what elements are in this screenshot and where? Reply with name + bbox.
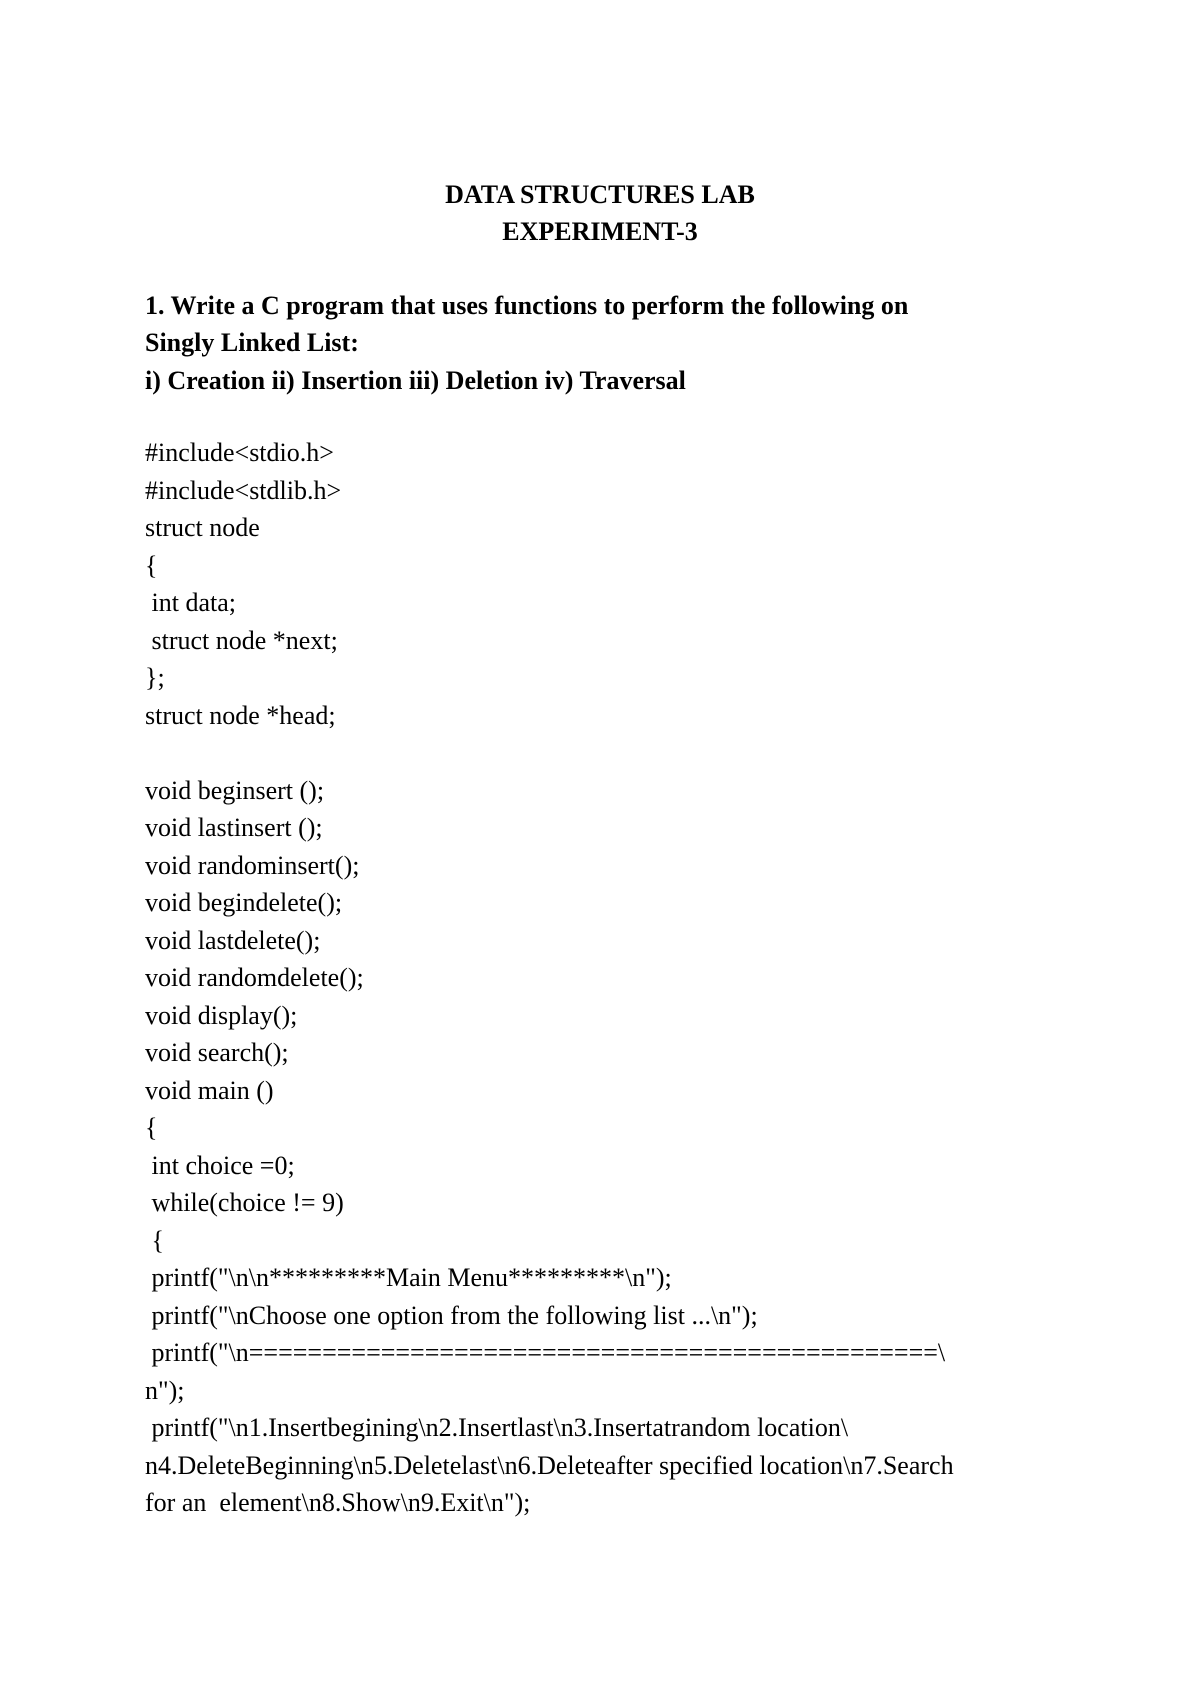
code-line: struct node *head; [145, 700, 336, 730]
code-line: { [145, 1225, 164, 1255]
code-line: n"); [145, 1375, 185, 1405]
code-line: struct node *next; [145, 625, 338, 655]
question-line: 1. Write a C program that uses functions to perform the following on [145, 291, 909, 320]
code-listing [145, 434, 1075, 1522]
code-line: void lastinsert (); [145, 813, 323, 842]
code-line: void beginsert (); [145, 775, 325, 805]
code-line: for an element\n8.Show\n9.Exit\n"); [145, 1488, 531, 1517]
question-line: Singly Linked List: [145, 328, 359, 358]
code-line: #include<stdlib.h> [145, 475, 342, 505]
code-line: void display(); [145, 1000, 298, 1030]
code-line: }; [145, 663, 165, 692]
document-header [0, 176, 1200, 250]
code-line: printf("\nChoose one option from the following list ...\n"); [145, 1300, 758, 1330]
code-blank-line [145, 734, 1075, 772]
code-line: void main () [145, 1075, 274, 1105]
code-line: void randomdelete(); [145, 963, 364, 992]
code-line: #include<stdio.h> [145, 438, 334, 467]
experiment-title: EXPERIMENT-3 [502, 217, 698, 246]
code-line: int data; [145, 588, 236, 617]
question-block [145, 287, 1045, 399]
code-line: while(choice != 9) [145, 1188, 344, 1217]
code-line: printf("\n1.Insertbegining\n2.Insertlast\n3.Insertatrandom location\ [145, 1413, 849, 1442]
code-line: void randominsert(); [145, 850, 360, 880]
code-line: int choice =0; [145, 1150, 295, 1180]
code-line: void lastdelete(); [145, 925, 321, 955]
lab-title: DATA STRUCTURES LAB [445, 180, 755, 209]
code-line: printf("\n\n*********Main Menu*********\n"); [145, 1263, 672, 1292]
question-line: i) Creation ii) Insertion iii) Deletion iv) Traversal [145, 365, 686, 395]
code-line: struct node [145, 513, 260, 542]
code-line: { [145, 1113, 158, 1142]
code-line: void begindelete(); [145, 888, 343, 917]
code-line: { [145, 550, 158, 580]
code-line: n4.DeleteBeginning\n5.Deletelast\n6.Deleteafter specified location\n7.Search [145, 1450, 954, 1480]
code-line: void search(); [145, 1038, 289, 1067]
code-line: printf("\n===============================================\ [145, 1338, 946, 1367]
